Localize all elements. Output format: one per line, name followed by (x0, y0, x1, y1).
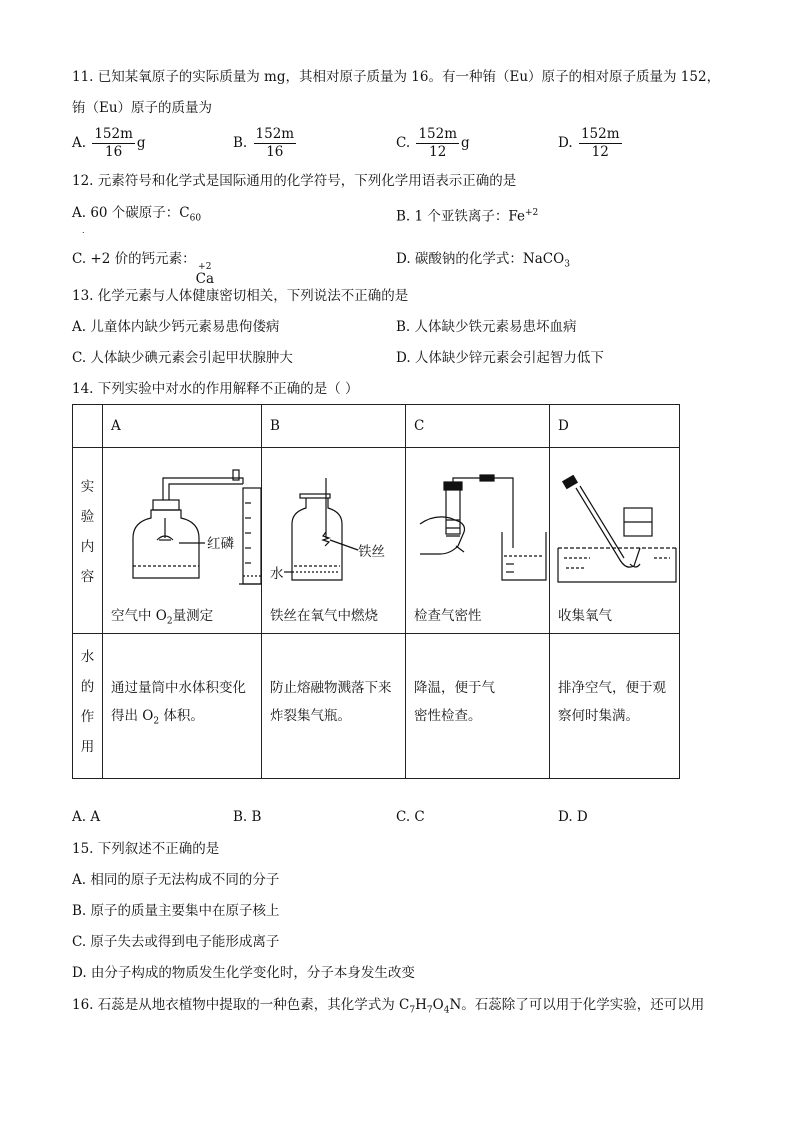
q15-option-c[interactable]: C. 原子失去或得到电子能形成离子 (72, 934, 280, 950)
valence-notation: +2 Ca (195, 262, 215, 287)
q15-option-d[interactable]: D. 由分子构成的物质发生化学变化时，分子本身发生改变 (72, 965, 415, 981)
q13-option-d[interactable]: D. 人体缺少锌元素会引起智力低下 (396, 350, 604, 366)
table-header-row (73, 405, 680, 448)
fraction: $\frac{152m}{16}$ (94, 126, 133, 160)
q12-option-b[interactable]: B. 1 个亚铁离子：$Fe^{+2}$ (396, 208, 539, 225)
row-label-content: 实 验 内 容 (73, 448, 103, 634)
label-red-phosphorus: 红磷 (207, 536, 234, 552)
option-letter: D. (558, 135, 573, 151)
header-c: C (406, 405, 550, 448)
q12-stem: 12. 元素符号和化学式是国际通用的化学符号，下列化学用语表示正确的是 (72, 173, 517, 189)
q14-option-d[interactable]: D. D (558, 809, 588, 825)
q14-option-c[interactable]: C. C (396, 809, 425, 825)
caption-c: 检查气密性 (414, 608, 482, 624)
option-letter: C. (396, 135, 411, 151)
q14-option-b[interactable]: B. B (233, 809, 262, 825)
q15-stem: 15. 下列叙述不正确的是 (72, 841, 220, 857)
q15-option-b[interactable]: B. 原子的质量主要集中在原子核上 (72, 903, 280, 919)
q13-option-c[interactable]: C. 人体缺少碘元素会引起甲状腺肿大 (72, 350, 293, 366)
role-c: 降温，便于气 密性检查。 (406, 634, 550, 779)
q13-option-b[interactable]: B. 人体缺少铁元素易患坏血病 (396, 319, 577, 335)
experiment-content-row (73, 448, 680, 634)
q11-option-a[interactable] (72, 126, 146, 161)
q14-option-a[interactable]: A. A (72, 809, 101, 825)
header-b: B (262, 405, 406, 448)
role-b: 防止熔融物溅落下来 炸裂集气瓶。 (262, 634, 406, 779)
fraction: $\frac{152m}{16}$ (255, 126, 295, 160)
stray-dot: . (82, 226, 85, 235)
unit: g (461, 135, 470, 151)
q16-stem: 16. 石蕊是从地衣植物中提取的一种色素，其化学式为 $C_7H_7O_4N$。石蕊除了可以用于化学实验，还可以用 (72, 997, 705, 1016)
option-letter: A. (72, 135, 87, 151)
label-water: 水 (270, 566, 284, 582)
header-a: A (103, 405, 262, 448)
header-d: D (550, 405, 680, 448)
unit: g (136, 135, 146, 151)
q11-option-b[interactable] (233, 126, 298, 161)
q12-option-d[interactable]: D. 碳酸钠的化学式：NaCO$_3$ (396, 251, 570, 270)
q12-option-a[interactable]: A. 60 个碳原子：$C_{60}$ (72, 205, 202, 224)
experiment-table (72, 404, 680, 779)
cell-d-figure (550, 448, 680, 634)
q11-stem-line1: 11. 已知某氧原子的实际质量为 mg，其相对原子质量为 16。有一种铕（Eu）原子的相对原子质量为 152， (72, 69, 721, 85)
row-label-role: 水 的 作 用 (73, 634, 103, 779)
option-letter: B. (233, 135, 248, 151)
q11-stem-line2: 铕（Eu）原子的质量为 (72, 100, 213, 116)
caption-a: 空气中 $O_2$量测定 (111, 608, 214, 627)
q15-option-a[interactable]: A. 相同的原子无法构成不同的分子 (72, 872, 280, 888)
q12-option-c[interactable]: C. +2 价的钙元素： +2 Ca (72, 251, 215, 287)
cell-a-figure (103, 448, 262, 634)
water-role-row (73, 634, 680, 779)
caption-d: 收集氧气 (558, 608, 612, 624)
q13-stem: 13. 化学元素与人体健康密切相关，下列说法不正确的是 (72, 288, 409, 304)
caption-b: 铁丝在氧气中燃烧 (270, 608, 378, 624)
q11-option-d[interactable] (558, 126, 624, 161)
fraction: $\frac{152m}{12}$ (580, 126, 620, 160)
q13-option-a[interactable]: A. 儿童体内缺少钙元素易患佝偻病 (72, 319, 280, 335)
q11-option-c[interactable] (396, 126, 470, 161)
label-iron-wire: 铁丝 (358, 544, 385, 560)
role-d: 排净空气，便于观 察何时集满。 (550, 634, 680, 779)
cell-b-figure (262, 448, 406, 634)
q14-stem: 14. 下列实验中对水的作用解释不正确的是（ ） (72, 381, 359, 397)
cell-c-figure (406, 448, 550, 634)
role-a: 通过量筒中水体积变化 得出 $O_2$ 体积。 (103, 634, 262, 779)
corner-cell (73, 405, 103, 448)
fraction: $\frac{152m}{12}$ (418, 126, 458, 160)
